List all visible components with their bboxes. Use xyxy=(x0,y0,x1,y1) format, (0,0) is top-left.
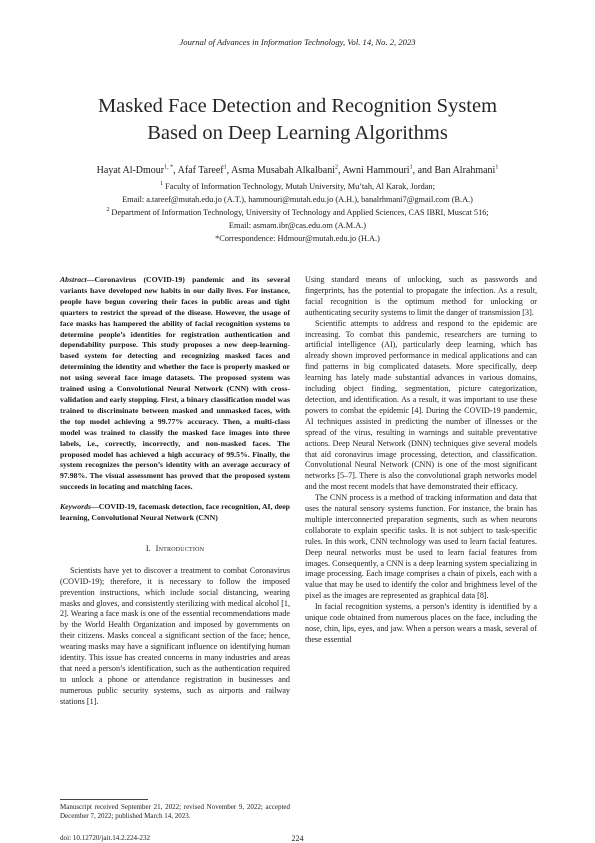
keywords-label: Keywords xyxy=(60,502,91,512)
doi: doi: 10.12720/jait.14.2.224-232 xyxy=(60,834,151,842)
affiliation-2-email: Email: asmam.ibr@cas.edu.om (A.M.A.) xyxy=(228,221,367,230)
correspondence: *Correspondence: Hdmour@mutah.edu.jo (H.A.) xyxy=(215,234,380,243)
abstract-label: Abstract xyxy=(60,275,87,284)
author-list xyxy=(30,165,565,176)
author: Ban Alrahmani$^1$ xyxy=(434,164,499,176)
affiliation-2: $^2$ Department of Information Technology, University of Technology and Applied Sciences, CAS IBRI, Muscat 516; xyxy=(106,207,489,217)
body-paragraph: Scientists have yet to discover a treatment to combat Coronavirus (COVID-19); therefore, it is necessary to follow the imposed prevention instructions, which include social distancing, wearing masks and gloves, and consistently sterilizing with medical alcohol [1, 2]. Wearing a face mask is one of the essential recommendations made by the World Health Organization and imposed by governments on their citizens. Masks conceal a significant section of the face; hence, wearing masks may have a significant influence on identifying human identity. This issue has created concerns in many industries and areas that need a person’s identification, such as the authentication required to unlock a phone or attendance registration in businesses and numerous public security systems, such as airports and railway stations [1]. xyxy=(60,565,290,706)
paper-title xyxy=(40,93,555,147)
keywords xyxy=(60,502,290,524)
author: Afaf Tareef$^1$, xyxy=(177,164,232,176)
body-paragraph: Scientific attempts to address and respond to the epidemic are increasing. To combat this pandemic, researchers are turning to artificial intelligence (AI), particularly deep learning, which has already shown improved performance in medical applications and can find patterns in big complicated datasets. More specifically, deep learning has lately made substantial advances in various domains, including object finding, segmentation, picture categorization, detection, and identification. As a result, it was important to use these powers to combat the epidemic [4]. During the COVID-19 pandemic, AI techniques assisted in predicting the number of illnesses or the spread of the virus, resulting in warnings and suitable preventative actions. Deep Neural Network (DNN) techniques give several models that aid coronavirus image processing, detection, and classification. Convolutional Neural Network (CNN) is one of the most significant networks [5–7]. There is also the convolutional graph networks model and the most recent models that have demonstrated their efficacy. xyxy=(305,318,537,492)
abstract-text: —Coronavirus (COVID-19) pandemic and its several variants have developed new habits in our daily lives. For instance, people have begun covering their faces in public areas and tight quarters to restrict the spread of the disease. However, the usage of face masks has hampered the ability of facial recognition systems to determine people’s identities for registration authentication and dependability purpose. This study proposes a new deep-learning-based system for detecting and recognizing masked faces and determining the identity and whether the face is properly masked or not using several face image datasets. The proposed system was trained using a Convolutional Neural Network (CNN) with cross-validation and early stopping. First, a binary classification model was trained to discriminate between masked and unmasked faces, with the top model achieving a 99.77% accuracy. Then, a multi-class model was trained to classify the masked face images into three labels, i.e., correctly, incorrectly, and non-masked faces. The proposed model has achieved a high accuracy of 99.5%. Finally, the system recognizes the person’s identity with an average accuracy of 97.98%. The visual assessment has proved that the proposed system succeeds in locating and matching faces. xyxy=(60,275,290,492)
keywords-text: —COVID-19, facemask detection, face recognition, AI, deep learning, Convolutional Neural Network (CNN) xyxy=(60,502,290,523)
author: Awni Hammouri$^1$, and xyxy=(342,164,435,176)
body-paragraph: In facial recognition systems, a person’s identity is identified by a unique code obtained from numerous places on the face, including the nose, chin, lips, eyes, and jaw. When a person wears a mask, several of these essential xyxy=(305,602,537,644)
author: Asma Musabah Alkalbani$^2$, xyxy=(231,164,343,176)
title-line-1: Masked Face Detection and Recognition System xyxy=(97,95,498,117)
right-column xyxy=(305,275,537,646)
body-paragraph: Using standard means of unlocking, such as passwords and fingerprints, has the potential to propagate the infection. As a result, facial recognition is the optimum method for unlocking or authenticating security systems to limit the danger of transmission [3]. xyxy=(305,275,537,317)
manuscript-footnote: Manuscript received September 21, 2022; revised November 9, 2022; accepted December 7, 2022; published March 14, 2023. xyxy=(60,803,290,820)
section-heading: I. Introduction xyxy=(145,543,205,553)
title-line-2: Based on Deep Learning Algorithms xyxy=(147,122,448,144)
footnote-divider xyxy=(60,799,148,800)
affiliation-1: $^1$ Faculty of Information Technology, Mutah University, Mu’tah, Al Karak, Jordan; xyxy=(160,181,435,191)
journal-header: Journal of Advances in Information Technology, Vol. 14, No. 2, 2023 xyxy=(179,37,416,47)
abstract xyxy=(60,275,290,493)
left-column xyxy=(60,275,290,708)
page-number: 224 xyxy=(291,834,304,843)
author: Hayat Al-Dmour$^{1, *}$, xyxy=(96,164,178,176)
affiliation-1-email: Email: a.tareef@mutah.edu.jo (A.T.), hammouri@mutah.edu.jo (A.H.), banalrhmani7@gmail.com (B.A.) xyxy=(122,195,473,204)
body-paragraph: The CNN process is a method of tracking information and data that uses the natural sensory systems function. For instance, the brain has multiple interconnected preparation segments, such as when neurons collaborate to explain specific tasks. It is not subject to task-specific rules. In this work, CNN technology was used to learn facial features. Deep neural networks must be used to learn facial features from images. Consequently, a CNN is a deep learning system specializing in image processing. Each image comprises a chain of pixels, each with a value that may be used to identify the color and brightness level of the pixel as the images are represented as graphical data [8]. xyxy=(305,493,537,601)
